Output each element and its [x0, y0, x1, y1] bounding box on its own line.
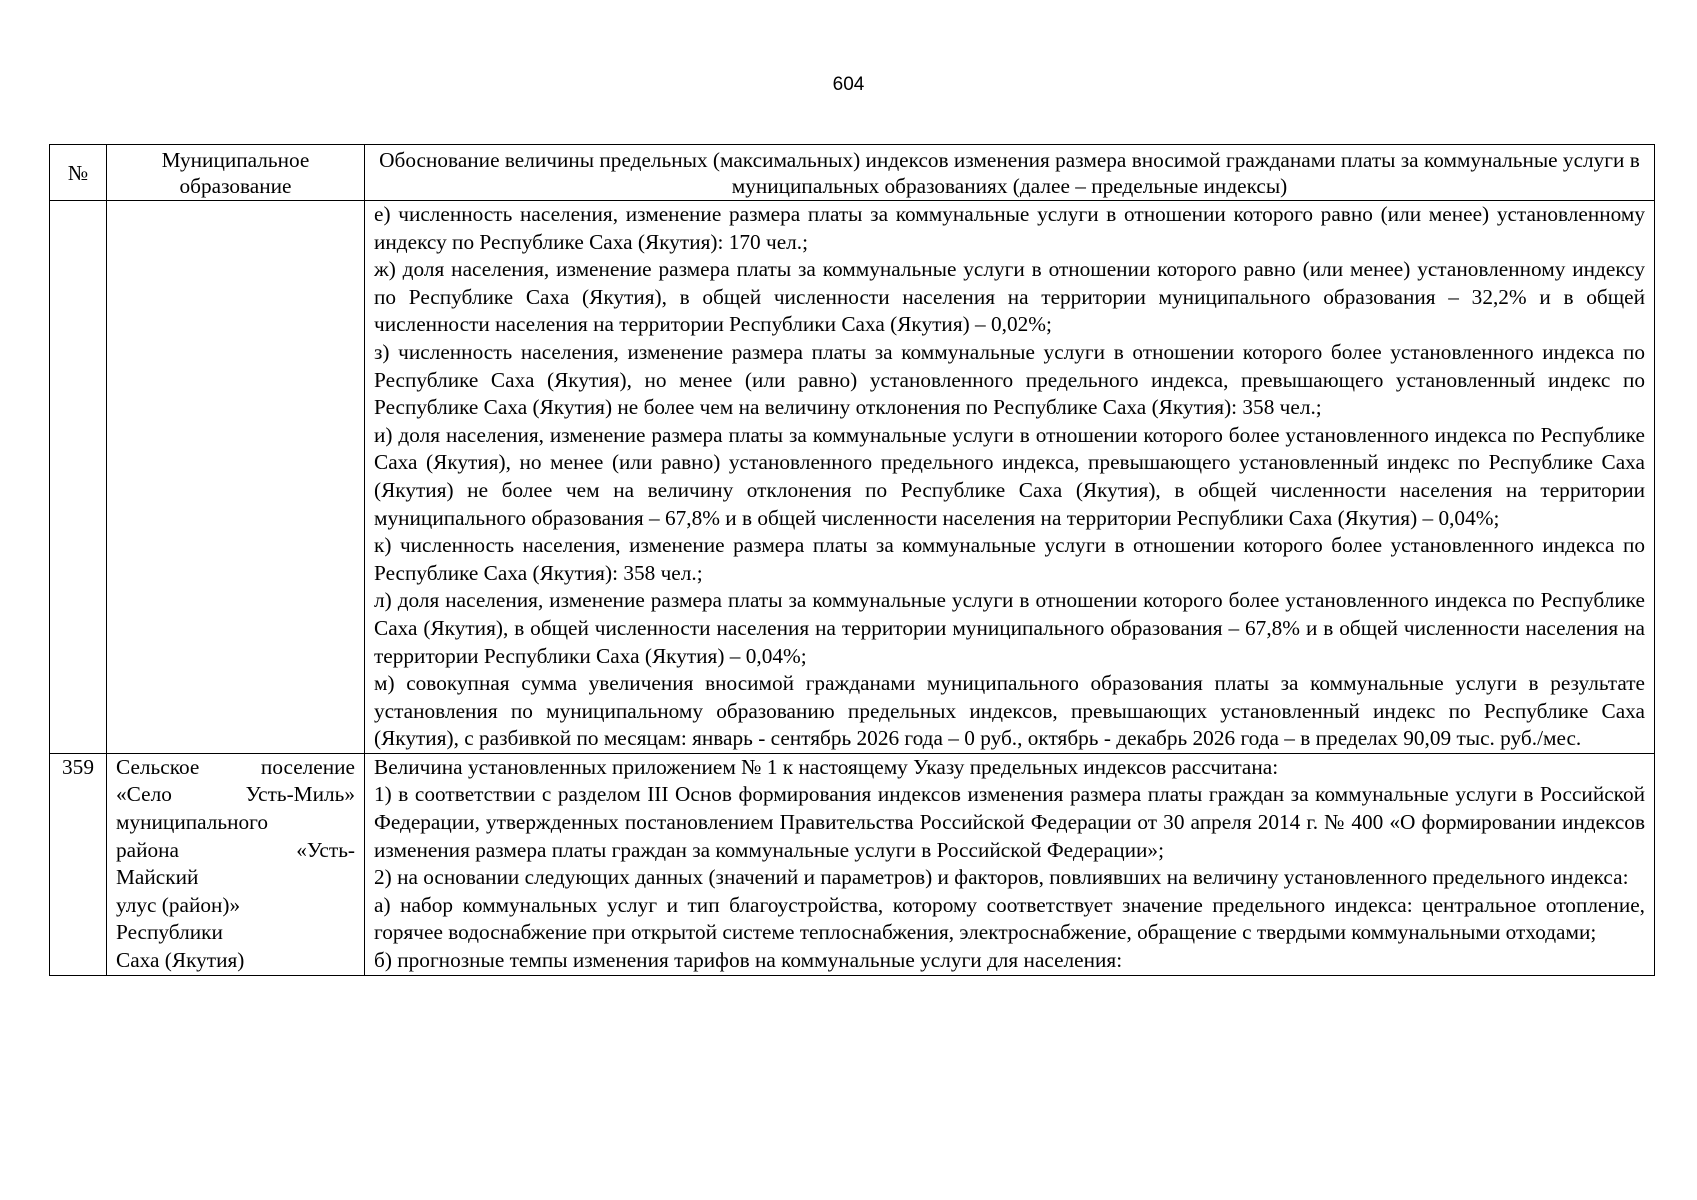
header-municipality: Муниципальное образование — [107, 145, 365, 201]
municipality-word: поселение — [260, 754, 355, 779]
municipality-line — [116, 919, 355, 947]
justification-paragraph: 2) на основании следующих данных (значений и параметров) и факторов, повлиявших на величину установленного предельного индекса: — [374, 865, 1629, 890]
municipality-word: «Село — [116, 782, 172, 807]
municipality-word: муниципального — [116, 810, 268, 835]
municipality-word: Сельское — [116, 754, 200, 779]
table-header-row — [50, 145, 1655, 201]
row-justification — [365, 753, 1655, 975]
page-number: 604 — [832, 74, 865, 95]
justification-paragraph: л) доля населения, изменение размера платы за коммунальные услуги в отношении которого более установленного индекса по Республике Саха (Якутия), в общей численности населения на территории муниципального образования – 67,8% и в общей численности населения на территории Республики Саха (Якутия) – 0,04%; — [374, 588, 1645, 668]
row-number — [50, 201, 107, 754]
municipality-word: «Усть- — [296, 837, 355, 862]
municipality-line — [116, 947, 355, 975]
table-row — [50, 753, 1655, 975]
municipality-word: Республики — [116, 920, 223, 945]
justification-paragraph: к) численность населения, изменение размера платы за коммунальные услуги в отношении которого более установленного индекса по Республике Саха (Якутия): 358 чел.; — [374, 533, 1645, 585]
justification-paragraph: Величина установленных приложением № 1 к настоящему Указу предельных индексов рассчитана: — [374, 754, 1279, 779]
municipality-word: района — [116, 837, 179, 862]
municipality-line — [116, 754, 355, 782]
municipality-word: Майский — [116, 865, 199, 890]
row-number: 359 — [50, 753, 107, 975]
municipality-word: Саха (Якутия) — [116, 948, 245, 973]
justification-table — [49, 144, 1655, 976]
justification-paragraph: а) набор коммунальных услуг и тип благоустройства, которому соответствует значение предельного индекса: центральное отопление, горячее водоснабжение при открытой системе теплоснабжения, электроснабжение, обращение с твердыми коммунальными отходами; — [374, 892, 1645, 945]
municipality-line — [116, 837, 355, 865]
justification-paragraph: ж) доля населения, изменение размера платы за коммунальные услуги в отношении которого равно (или менее) установленному индексу по Республике Саха (Якутия), в общей численности населения на территории муниципального образования – 32,2% и в общей численности населения на территории Республики Саха (Якутия) – 0,02%; — [374, 257, 1645, 337]
header-justification: Обоснование величины предельных (максимальных) индексов изменения размера вносимой гражданами платы за коммунальные услуги в муниципальных образованиях (далее – предельные индексы) — [365, 145, 1655, 201]
header-number: № — [50, 145, 107, 201]
justification-paragraph: 1) в соответствии с разделом III Основ формирования индексов изменения размера платы граждан за коммунальные услуги в Российской Федерации, утвержденных постановлением Правительства Российской Федерации от 30 апреля 2014 г. № 400 «О формировании индексов изменения размера платы граждан за коммунальные услуги в Российской Федерации»; — [374, 782, 1645, 862]
municipality-word: Усть-Миль» — [245, 782, 355, 807]
municipality-word: улус (район)» — [116, 892, 241, 917]
justification-paragraph: е) численность населения, изменение размера платы за коммунальные услуги в отношении которого равно (или менее) установленному индексу по Республике Саха (Якутия): 170 чел.; — [374, 202, 1645, 254]
justification-paragraph: м) совокупная сумма увеличения вносимой гражданами муниципального образования платы за коммунальные услуги в результате установления по муниципальному образованию предельных индексов, превышающих установленный индекс по Республике Саха (Якутия), с разбивкой по месяцам: январь - сентябрь 2026 года – 0 руб., октябрь - декабрь 2026 года – в пределах 90,09 тыс. руб./мес. — [374, 671, 1645, 751]
row-justification — [365, 201, 1655, 754]
municipality-line — [116, 864, 355, 892]
row-municipality — [107, 201, 365, 754]
row-municipality — [107, 753, 365, 975]
municipality-line — [116, 892, 355, 920]
justification-paragraph: б) прогнозные темпы изменения тарифов на коммунальные услуги для населения: — [374, 948, 1123, 973]
justification-paragraph: и) доля населения, изменение размера платы за коммунальные услуги в отношении которого более установленного индекса по Республике Саха (Якутия), но менее (или равно) установленного предельного индекса, превышающего установленный индекс по Республике Саха (Якутия) не более чем на величину отклонения по Республике Саха (Якутия), в общей численности населения на территории муниципального образования – 67,8% и в общей численности населения на территории Республики Саха (Якутия) – 0,04%; — [374, 422, 1645, 530]
table-row — [50, 201, 1655, 754]
municipality-line — [116, 781, 355, 809]
municipality-line — [116, 809, 355, 837]
justification-paragraph: з) численность населения, изменение размера платы за коммунальные услуги в отношении которого более установленного индекса по Республике Саха (Якутия), но менее (или равно) установленного предельного индекса, превышающего установленный индекс по Республике Саха (Якутия) не более чем на величину отклонения по Республике Саха (Якутия): 358 чел.; — [374, 339, 1645, 420]
